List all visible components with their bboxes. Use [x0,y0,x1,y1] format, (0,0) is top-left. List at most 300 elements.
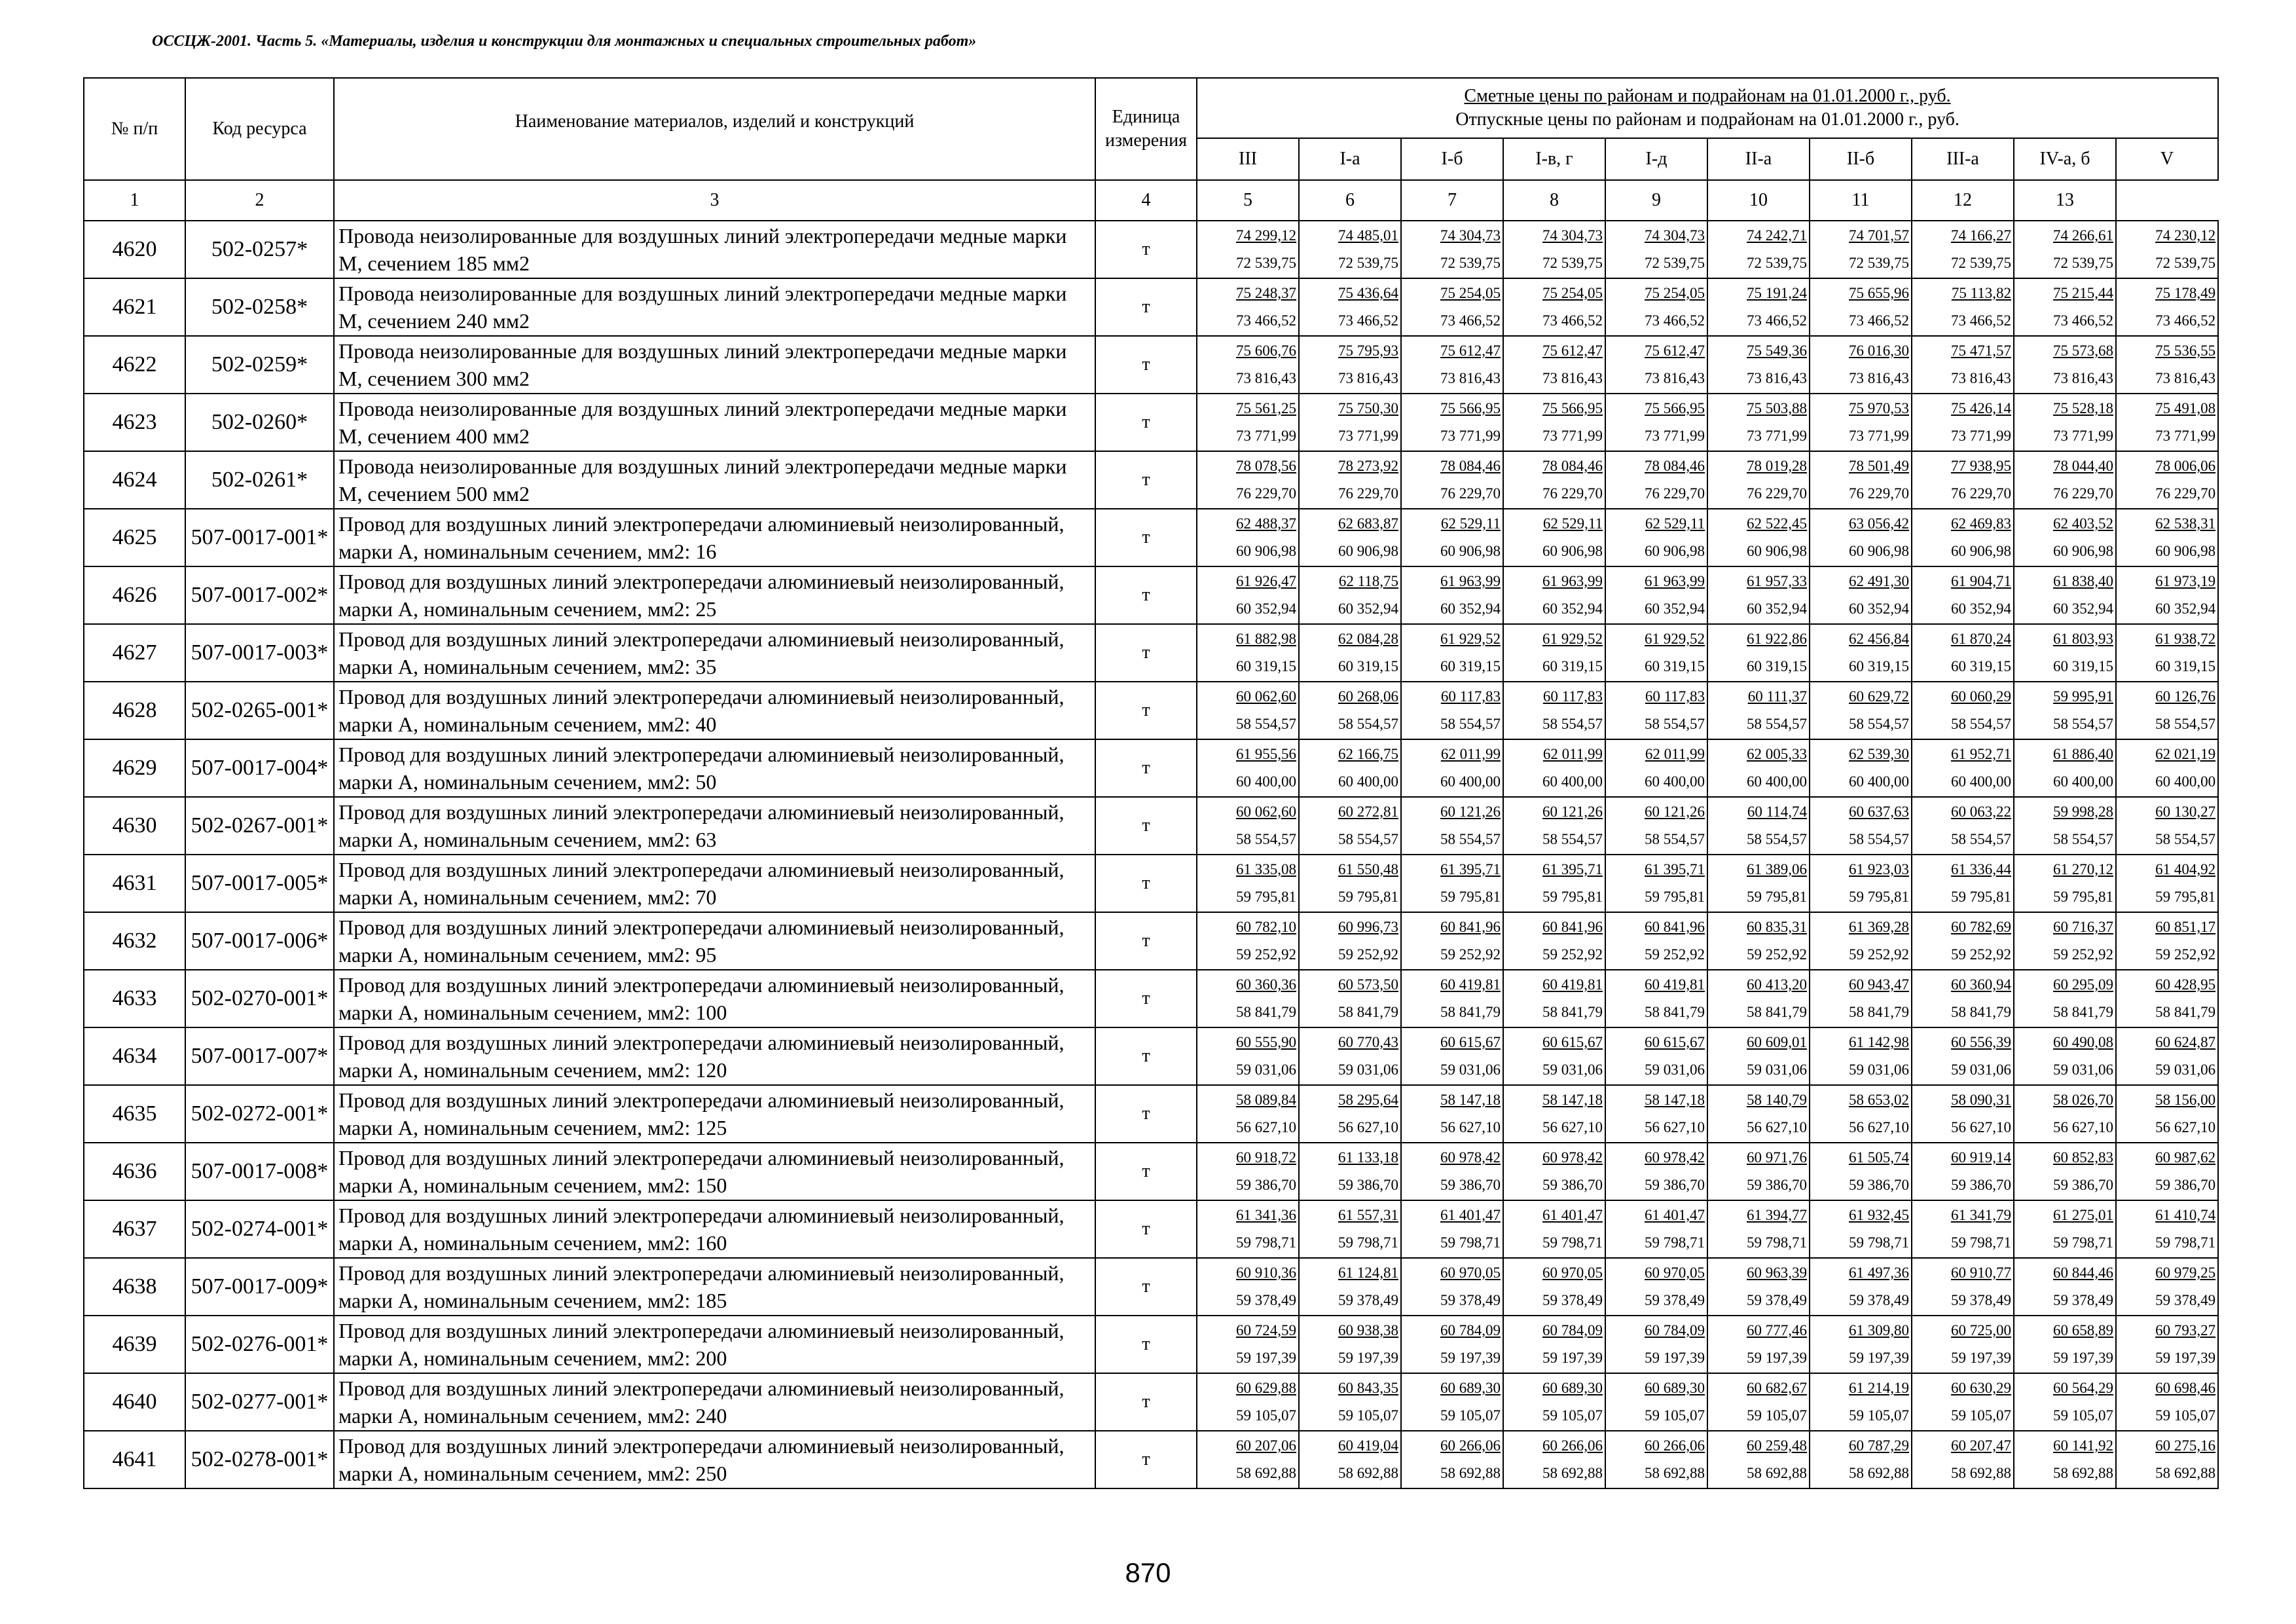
release-price: 59 386,70 [1440,1177,1501,1193]
price-cell [1197,739,1299,797]
price-cell [1707,1027,1810,1085]
release-price: 56 627,10 [1542,1119,1603,1135]
release-price: 60 906,98 [1440,543,1501,559]
release-price: 60 400,00 [2155,773,2216,790]
estimate-price: 61 369,28 [1849,919,1909,935]
estimate-price: 75 566,95 [1645,400,1705,416]
release-price: 59 197,39 [2155,1350,2216,1366]
price-cell [2116,1258,2218,1316]
price-cell [2014,1027,2116,1085]
estimate-price: 60 689,30 [1645,1380,1705,1396]
column-number-cell: 11 [1810,180,1912,221]
price-cell [1707,1431,1810,1488]
release-price: 59 031,06 [1236,1061,1296,1078]
estimate-price: 61 395,71 [1440,861,1501,877]
estimate-price: 60 919,14 [1951,1149,2011,1166]
release-price: 72 539,75 [1542,255,1603,271]
release-price: 58 554,57 [1236,716,1296,732]
price-cell [1912,739,2014,797]
material-name-cell: Провод для воздушных линий электропередачи алюминиевый неизолированный, марки А, номинальным сечением, мм2: 240 [334,1373,1095,1431]
price-cell [1299,566,1401,624]
resource-code-cell: 502-0265-001* [185,682,334,739]
estimate-price: 61 401,47 [1645,1207,1705,1223]
price-cell [2116,394,2218,451]
price-cell [1503,1258,1605,1316]
estimate-price: 60 490,08 [2053,1034,2113,1050]
price-cell [2116,1316,2218,1373]
estimate-price: 60 556,39 [1951,1034,2011,1050]
estimate-price: 60 609,01 [1747,1034,1807,1050]
release-price: 76 229,70 [1440,485,1501,502]
estimate-price: 60 564,29 [2053,1380,2113,1396]
estimate-price: 58 156,00 [2155,1092,2216,1108]
release-price: 59 386,70 [1236,1177,1296,1193]
price-cell [1401,221,1503,278]
unit-cell: т [1095,1373,1197,1431]
price-cell [1912,1200,2014,1258]
estimate-price: 60 117,83 [1542,688,1603,705]
release-price: 73 816,43 [1440,370,1501,386]
price-cell [1401,451,1503,509]
estimate-price: 77 938,95 [1951,458,2011,474]
release-price: 60 400,00 [1849,773,1909,790]
estimate-price: 61 341,36 [1236,1207,1296,1223]
price-cell [1912,912,2014,970]
release-price: 76 229,70 [1236,485,1296,502]
release-price: 60 400,00 [1645,773,1705,790]
release-price: 58 841,79 [1951,1004,2011,1020]
unit-cell: т [1095,394,1197,451]
price-cell [1912,682,2014,739]
resource-code-cell: 507-0017-007* [185,1027,334,1085]
price-cell [1810,912,1912,970]
price-cell [1299,1027,1401,1085]
price-cell [2116,221,2218,278]
table-row [84,278,2218,336]
release-price: 58 554,57 [1951,716,2011,732]
price-cell [1503,1431,1605,1488]
unit-cell: т [1095,624,1197,682]
unit-cell: т [1095,1085,1197,1143]
release-price: 59 378,49 [2053,1292,2113,1308]
price-cell [1197,1085,1299,1143]
price-cell [1707,855,1810,912]
release-price: 59 795,81 [1542,889,1603,905]
release-price: 58 554,57 [2053,716,2113,732]
resource-code-cell: 507-0017-002* [185,566,334,624]
price-cell [1197,1027,1299,1085]
estimate-price: 60 841,96 [1542,919,1603,935]
release-price: 58 554,57 [1338,831,1398,847]
unit-cell: т [1095,336,1197,394]
unit-cell: т [1095,1431,1197,1488]
region-header-cell: II-а [1707,138,1810,180]
price-cell [1707,1373,1810,1431]
header-cell-number: № п/п [84,78,185,180]
estimate-price: 60 938,38 [1338,1322,1398,1338]
row-number-cell: 4632 [84,912,185,970]
price-cell [1401,797,1503,855]
release-price: 73 816,43 [1849,370,1909,386]
price-cell [2116,855,2218,912]
resource-code-cell: 502-0278-001* [185,1431,334,1488]
release-price: 59 252,92 [1849,946,1909,963]
release-price: 58 554,57 [1849,716,1909,732]
release-price: 59 197,39 [1849,1350,1909,1366]
release-price: 60 400,00 [1440,773,1501,790]
estimate-price: 60 770,43 [1338,1034,1398,1050]
release-price: 59 197,39 [1747,1350,1807,1366]
price-cell [1810,1143,1912,1200]
estimate-price: 60 624,87 [2155,1034,2216,1050]
price-cell [2116,1085,2218,1143]
release-price: 58 554,57 [1542,716,1603,732]
estimate-price: 60 121,26 [1440,803,1501,820]
resource-code-cell: 507-0017-009* [185,1258,334,1316]
release-price: 59 252,92 [1951,946,2011,963]
estimate-price: 61 957,33 [1747,573,1807,589]
estimate-price: 60 266,06 [1440,1437,1501,1454]
estimate-price: 60 121,26 [1542,803,1603,820]
release-price: 59 197,39 [1542,1350,1603,1366]
price-cell [1401,1027,1503,1085]
table-row [84,797,2218,855]
release-price: 59 252,92 [1747,946,1807,963]
region-header-cell: IV-а, б [2014,138,2116,180]
estimate-price: 75 750,30 [1338,400,1398,416]
release-price: 73 771,99 [2155,428,2216,444]
material-name-cell: Провод для воздушных линий электропередачи алюминиевый неизолированный, марки А, номинальным сечением, мм2: 160 [334,1200,1095,1258]
estimate-price: 62 021,19 [2155,746,2216,762]
estimate-price: 61 923,03 [1849,861,1909,877]
release-price: 59 105,07 [2155,1407,2216,1424]
estimate-price: 62 529,11 [1542,515,1603,532]
estimate-price: 61 952,71 [1951,746,2011,762]
release-price: 59 105,07 [1542,1407,1603,1424]
estimate-price: 61 335,08 [1236,861,1296,877]
release-price: 60 352,94 [1236,600,1296,617]
unit-cell: т [1095,566,1197,624]
region-header-cell: V [2116,138,2218,180]
release-price: 59 105,07 [1338,1407,1398,1424]
price-cell [1197,451,1299,509]
release-price: 60 352,94 [1849,600,1909,617]
price-cell [1401,1200,1503,1258]
price-cell [1605,221,1707,278]
release-price: 59 252,92 [2155,946,2216,963]
release-price: 60 400,00 [1542,773,1603,790]
price-cell [1707,624,1810,682]
row-number-cell: 4639 [84,1316,185,1373]
release-price: 58 554,57 [1747,831,1807,847]
estimate-price: 61 963,99 [1440,573,1501,589]
estimate-price: 60 419,81 [1645,976,1705,993]
price-cell [2014,739,2116,797]
release-price: 76 229,70 [1338,485,1398,502]
estimate-price: 60 360,94 [1951,976,2011,993]
release-price: 58 841,79 [1338,1004,1398,1020]
release-price: 72 539,75 [1747,255,1807,271]
estimate-price: 62 522,45 [1747,515,1807,532]
price-cell [1605,451,1707,509]
row-number-cell: 4627 [84,624,185,682]
estimate-price: 60 573,50 [1338,976,1398,993]
price-cell [1401,1143,1503,1200]
resource-code-cell: 507-0017-001* [185,509,334,566]
material-name-cell: Провод для воздушных линий электропередачи алюминиевый неизолированный, марки А, номинальным сечением, мм2: 200 [334,1316,1095,1373]
estimate-price: 60 637,63 [1849,803,1909,820]
column-number-cell: 1 [84,180,185,221]
price-cell [1605,970,1707,1027]
estimate-price: 78 078,56 [1236,458,1296,474]
price-cell [2014,1316,2116,1373]
price-cell [1912,394,2014,451]
estimate-price: 60 419,81 [1542,976,1603,993]
resource-code-cell: 502-0261* [185,451,334,509]
price-cell [1503,1143,1605,1200]
material-name-cell: Провода неизолированные для воздушных линий электропередачи медные марки М, сечением 300 мм2 [334,336,1095,394]
table-row [84,1027,2218,1085]
column-number-cell: 6 [1299,180,1401,221]
estimate-price: 74 701,57 [1849,227,1909,244]
resource-code-cell: 502-0259* [185,336,334,394]
price-cell [1707,1258,1810,1316]
price-cell [2014,336,2116,394]
estimate-price: 60 682,67 [1747,1380,1807,1396]
header-cell-unit: Единица измерения [1095,78,1197,180]
release-price: 59 798,71 [1338,1234,1398,1251]
price-cell [1401,1431,1503,1488]
price-cell [1197,221,1299,278]
price-cell [1401,1373,1503,1431]
release-price: 76 229,70 [1951,485,2011,502]
estimate-price: 60 121,26 [1645,803,1705,820]
release-price: 60 906,98 [1747,543,1807,559]
price-cell [1605,278,1707,336]
release-price: 60 906,98 [1236,543,1296,559]
estimate-price: 58 089,84 [1236,1092,1296,1108]
estimate-price: 75 191,24 [1747,285,1807,301]
price-cell [1197,336,1299,394]
release-price: 59 105,07 [1645,1407,1705,1424]
unit-cell: т [1095,509,1197,566]
estimate-price: 78 084,46 [1645,458,1705,474]
release-price: 58 841,79 [1747,1004,1807,1020]
estimate-price: 60 615,67 [1645,1034,1705,1050]
release-price: 59 378,49 [1849,1292,1909,1308]
release-price: 76 229,70 [2155,485,2216,502]
price-cell [1197,970,1299,1027]
estimate-price: 61 394,77 [1747,1207,1807,1223]
release-price: 59 795,81 [2155,889,2216,905]
estimate-price: 60 943,47 [1849,976,1909,993]
price-cell [1299,797,1401,855]
release-price: 58 692,88 [1747,1465,1807,1481]
estimate-price: 60 782,10 [1236,919,1296,935]
row-number-cell: 4625 [84,509,185,566]
price-cell [1401,970,1503,1027]
unit-cell: т [1095,1316,1197,1373]
release-price: 60 906,98 [2053,543,2113,559]
price-cell [1401,278,1503,336]
release-price: 59 386,70 [1951,1177,2011,1193]
estimate-price: 60 910,77 [1951,1264,2011,1281]
release-price: 59 378,49 [1236,1292,1296,1308]
price-cell [1503,739,1605,797]
release-price: 73 816,43 [1338,370,1398,386]
release-price: 60 319,15 [1951,658,2011,674]
estimate-price: 60 787,29 [1849,1437,1909,1454]
price-cell [1197,1431,1299,1488]
unit-cell: т [1095,739,1197,797]
price-cell [1912,451,2014,509]
release-price: 59 252,92 [1542,946,1603,963]
release-price: 60 319,15 [1338,658,1398,674]
price-cell [2014,1200,2116,1258]
estimate-price: 74 166,27 [1951,227,2011,244]
release-price: 59 197,39 [1951,1350,2011,1366]
region-header-cell: I-д [1605,138,1707,180]
release-price: 73 466,52 [1542,312,1603,329]
resource-code-cell: 502-0274-001* [185,1200,334,1258]
estimate-price: 60 266,06 [1542,1437,1603,1454]
price-cell [1707,682,1810,739]
price-cell [1605,912,1707,970]
price-cell [1503,566,1605,624]
price-cell [1503,1316,1605,1373]
release-price: 58 554,57 [2053,831,2113,847]
release-price: 59 252,92 [2053,946,2113,963]
column-number-cell: 3 [334,180,1095,221]
column-number-cell: 9 [1605,180,1707,221]
price-cell [1401,855,1503,912]
estimate-price: 74 266,61 [2053,227,2113,244]
price-cell [1197,1316,1299,1373]
table-row [84,1143,2218,1200]
estimate-price: 60 062,60 [1236,803,1296,820]
resource-code-cell: 502-0270-001* [185,970,334,1027]
estimate-price: 75 561,25 [1236,400,1296,416]
price-cell [1401,739,1503,797]
estimate-price: 74 485,01 [1338,227,1398,244]
estimate-price: 78 084,46 [1440,458,1501,474]
release-price: 73 771,99 [1440,428,1501,444]
estimate-price: 75 795,93 [1338,342,1398,359]
price-cell [1503,221,1605,278]
material-name-cell: Провод для воздушных линий электропередачи алюминиевый неизолированный, марки А, номинальным сечением, мм2: 63 [334,797,1095,855]
release-price: 59 105,07 [2053,1407,2113,1424]
estimate-price: 61 938,72 [2155,631,2216,647]
price-cell [1912,509,2014,566]
price-cell [1605,797,1707,855]
estimate-price: 62 529,11 [1440,515,1501,532]
estimate-price: 60 419,81 [1440,976,1501,993]
price-cell [1197,855,1299,912]
release-price: 76 229,70 [1645,485,1705,502]
price-cell [1299,509,1401,566]
price-cell [1912,336,2014,394]
price-cell [1401,912,1503,970]
row-number-cell: 4621 [84,278,185,336]
price-cell [1299,739,1401,797]
estimate-price: 61 955,56 [1236,746,1296,762]
price-cell [1605,566,1707,624]
release-price: 56 627,10 [1338,1119,1398,1135]
price-cell [1299,221,1401,278]
estimate-price: 61 904,71 [1951,573,2011,589]
price-cell [1810,1027,1912,1085]
table-row [84,1373,2218,1431]
release-price: 73 816,43 [2053,370,2113,386]
table-row [84,394,2218,451]
release-price: 72 539,75 [1951,255,2011,271]
release-price: 72 539,75 [2155,255,2216,271]
price-cell [1605,855,1707,912]
estimate-price: 61 803,93 [2053,631,2113,647]
estimate-price: 61 929,52 [1542,631,1603,647]
price-cell [2014,1431,2116,1488]
estimate-price: 75 566,95 [1542,400,1603,416]
estimate-price: 60 970,05 [1440,1264,1501,1281]
estimate-price: 60 784,09 [1542,1322,1603,1338]
price-cell [2014,278,2116,336]
release-price: 73 816,43 [1747,370,1807,386]
price-cell [1401,624,1503,682]
price-cell [1503,1200,1605,1258]
estimate-price: 62 469,83 [1951,515,2011,532]
price-cell [1912,1316,2014,1373]
estimate-price: 62 084,28 [1338,631,1398,647]
price-cell [1605,1027,1707,1085]
price-cell [1299,336,1401,394]
table-row [84,509,2218,566]
price-table [83,77,2219,1489]
table-row [84,624,2218,682]
price-cell [2014,566,2116,624]
resource-code-cell: 502-0258* [185,278,334,336]
price-cell [1503,1027,1605,1085]
price-cell [1605,1258,1707,1316]
price-cell [1605,336,1707,394]
price-cell [1197,278,1299,336]
release-price: 72 539,75 [1236,255,1296,271]
price-cell [1810,394,1912,451]
price-cell [1503,970,1605,1027]
estimate-price: 75 573,68 [2053,342,2113,359]
release-price: 58 554,57 [1440,831,1501,847]
material-name-cell: Провод для воздушных линий электропередачи алюминиевый неизолированный, марки А, номинальным сечением, мм2: 70 [334,855,1095,912]
document-header-title: ОССЦЖ-2001. Часть 5. «Материалы, изделия и конструкции для монтажных и специальных строительных работ» [152,33,977,50]
estimate-price: 60 259,48 [1747,1437,1807,1454]
release-price: 58 692,88 [1440,1465,1501,1481]
row-number-cell: 4620 [84,221,185,278]
release-price: 60 319,15 [2155,658,2216,674]
release-price: 60 352,94 [1645,600,1705,617]
estimate-price: 78 084,46 [1542,458,1603,474]
release-price: 58 692,88 [1236,1465,1296,1481]
estimate-price: 60 295,09 [2053,976,2113,993]
region-header-cell: I-а [1299,138,1401,180]
unit-cell: т [1095,1200,1197,1258]
row-number-cell: 4637 [84,1200,185,1258]
price-cell [1912,797,2014,855]
estimate-price: 75 248,37 [1236,285,1296,301]
unit-cell: т [1095,855,1197,912]
release-price: 58 554,57 [1440,716,1501,732]
price-cell [1912,1143,2014,1200]
estimate-price: 61 886,40 [2053,746,2113,762]
release-price: 73 816,43 [1951,370,2011,386]
